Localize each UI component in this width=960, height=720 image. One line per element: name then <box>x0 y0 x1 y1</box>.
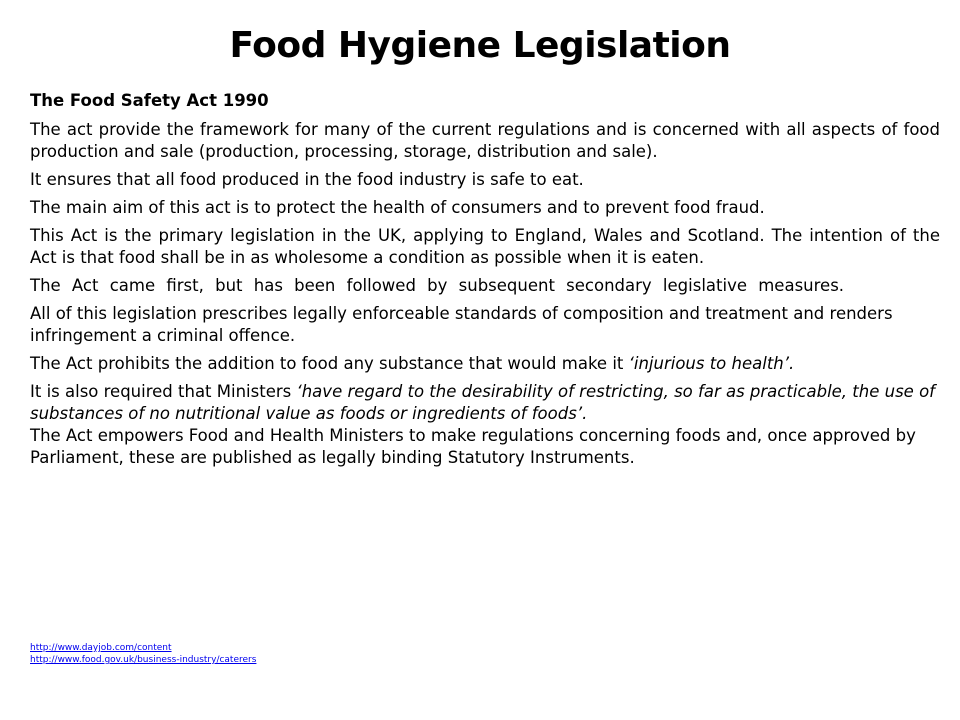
paragraph-framework: The act provide the framework for many of the current regulations and is concerned with all aspects of food production and sale (production, processing, storage, distribution and sale). <box>30 120 940 161</box>
paragraph-empowers-ministers: The Act empowers Food and Health Ministers to make regulations concerning foods and, once approved by Parliament, these are published as legally binding Statutory Instruments. <box>30 426 916 467</box>
paragraph-prohibits-text: The Act prohibits the addition to food any substance that would make it <box>30 354 629 373</box>
subheading: The Food Safety Act 1990 <box>30 91 269 110</box>
paragraph-prohibits-addition <box>30 353 940 375</box>
paragraph-ministers-regard <box>30 381 940 425</box>
reference-link-food-gov[interactable]: http://www.food.gov.uk/business-industry/caterers <box>30 655 257 665</box>
paragraph-safe-to-eat: It ensures that all food produced in the food industry is safe to eat. <box>30 170 584 189</box>
slide-title: Food Hygiene Legislation <box>229 25 731 66</box>
reference-link-dayjob[interactable]: http://www.dayjob.com/content <box>30 643 172 653</box>
slide-content <box>30 90 940 475</box>
paragraph-ministers-text: It is also required that Ministers <box>30 382 297 401</box>
paragraph-enforceable-standards: All of this legislation prescribes legally enforceable standards of composition and treatment and renders infringement a criminal offence. <box>30 304 893 345</box>
injurious-quote: ‘injurious to health’. <box>628 354 795 373</box>
paragraph-main-aim: The main aim of this act is to protect the health of consumers and to prevent food fraud. <box>30 198 765 217</box>
reference-links <box>30 642 256 666</box>
paragraph-secondary-measures: The Act came first, but has been followed by subsequent secondary legislative measures. <box>30 276 845 295</box>
desirability-quote: ‘have regard to the desirability of restricting, so far as practicable, the use of substances of no nutritional value as foods or ingredients of foods’. <box>30 382 935 423</box>
paragraph-primary-legislation: This Act is the primary legislation in the UK, applying to England, Wales and Scotland. The intention of the Act is that food shall be in as wholesome a condition as possible when it is eaten. <box>30 226 940 267</box>
